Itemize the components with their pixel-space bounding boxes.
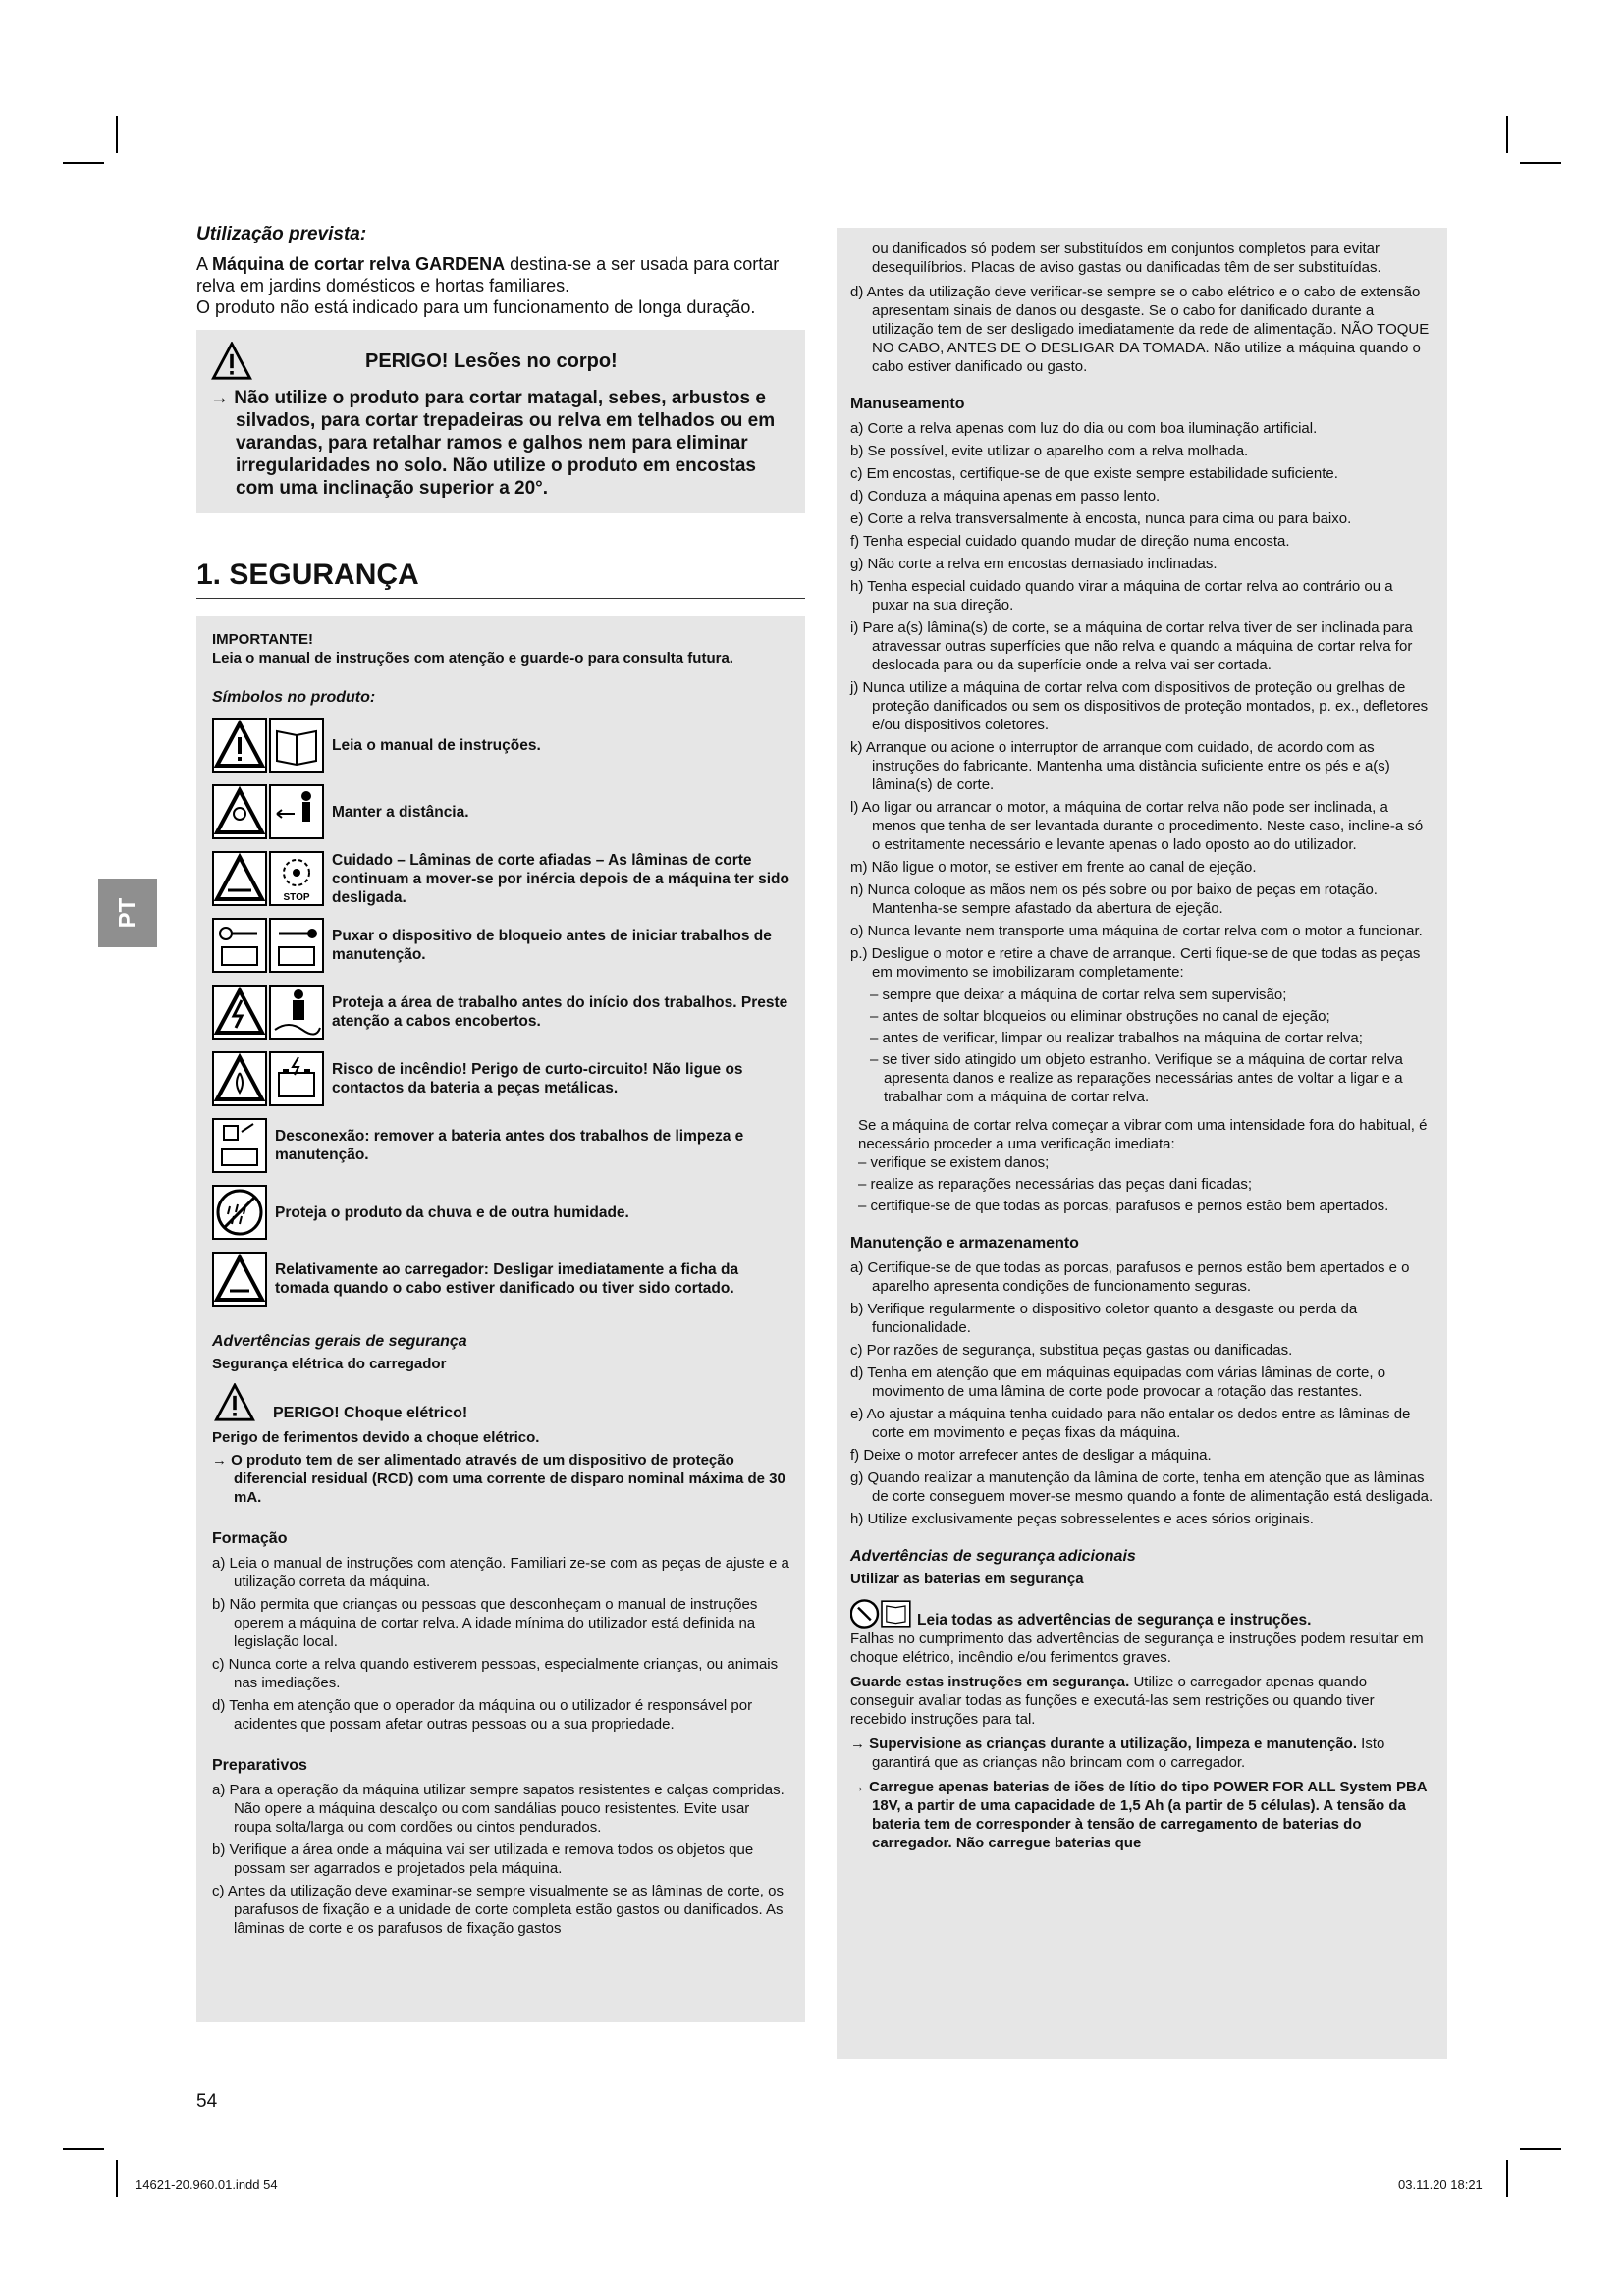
footer-date: 03.11.20 18:21 [1398,2177,1483,2192]
danger-label: PERIGO! Lesões no corpo! [365,349,618,372]
symbol-text: Desconexão: remover a bateria antes dos trabalhos de limpeza e manutenção. [275,1128,744,1163]
list-item: l) Ao ligar ou arrancar o motor, a máquina de cortar relva não pode ser inclinada, a menos que tenha de ser levantada durante o procedimento. Neste caso, incline-a só o estritamente necessário e levante apenas o lado oposto ao do utilizador. [850,799,1424,853]
symbol-text: Manter a distância. [332,803,469,821]
list-item: f) Deixe o motor arrefecer antes de desligar a máquina. [850,1447,1212,1464]
list-item: n) Nunca coloque as mãos nem os pés sobre ou por baixo de peças em rotação. Mantenha-se sempre afastado da abertura de ejeção. [850,881,1378,917]
symbol-row [212,1050,789,1107]
intended-use-p1: A Máquina de cortar relva GARDENA destina-se a ser usada para cortar relva em jardins domésticos e hortas familiares. [196,254,780,295]
dash-item: – certifique-se de que todas as porcas, parafusos e pernos estão bem apertados. [858,1198,1389,1214]
crop-mark [63,162,104,164]
crop-mark [1520,162,1561,164]
manuseamento-title: Manuseamento [850,396,965,412]
disconnect-icon [212,1118,267,1173]
crop-mark [116,2160,118,2197]
additional-title: Advertências de segurança adicionais [850,1548,1136,1565]
list-item: d) Antes da utilização deve verificar-se sempre se o cabo elétrico e o cabo de extensão apresentam sinais de danos ou desgaste. Se o cabo for danificado durante a utilização tem de ser desligado imediatamente da rede de alimentação. NÃO TOQUE NO CABO, ANTES DE O DESLIGAR DA TOMADA. Não utilize a máquina quando o cabo estiver danificado ou gasto. [850,284,1430,375]
list-item: d) Tenha em atenção que o operador da máquina ou o utilizador é responsável por acidentes que possam afetar outras pessoas ou a sua propriedade. [212,1697,753,1733]
preparativos-title: Preparativos [212,1757,307,1774]
left-column [196,224,805,2022]
electric-danger-text: → O produto tem de ser alimentado através de um dispositivo de proteção diferencial residual (RCD) com uma corrente de disparo nominal máxima de 30 mA. [212,1452,785,1506]
continued-text: ou danificados só podem ser substituídos em conjuntos completos para evitar desequilíbrios. Placas de aviso gastas ou danificadas têm de ser substituídas. [872,240,1381,276]
symbol-text: Leia o manual de instruções. [332,736,541,754]
list-item: a) Certifique-se de que todas as porcas, parafusos e pernos estão bem apertados e o aparelho apresenta condições de funcionamento seguras. [850,1259,1410,1295]
symbol-row [212,984,789,1041]
intended-use-title: Utilização prevista: [196,224,367,244]
electric-danger-label: PERIGO! Choque elétrico! [273,1405,468,1421]
dash-item: – realize as reparações necessárias das peças dani ficadas; [858,1176,1253,1193]
cables-icon [269,985,324,1040]
general-title: Advertências gerais de segurança [212,1333,467,1350]
read-instructions-icon [850,1598,913,1629]
symbols-title: Símbolos no produto: [212,689,376,706]
symbol-row [212,1184,789,1241]
supervise-text: → Supervisione as crianças durante a utilização, limpeza e manutenção. Isto garantirá que as crianças não brincam com o carregador. [850,1735,1385,1771]
list-item: b) Se possível, evite utilizar o aparelho com a relva molhada. [850,443,1249,459]
list-item: f) Tenha especial cuidado quando mudar de direção numa encosta. [850,533,1290,550]
maintenance-title: Manutenção e armazenamento [850,1235,1079,1252]
keep-distance-icon [269,784,324,839]
danger-box-injury [196,330,805,513]
list-item: p.) Desligue o motor e retire a chave de arranque. Certi fique-se de que todas as peças em movimento se imobilizaram completamente: [850,945,1421,981]
list-item: m) Não ligue o motor, se estiver em frente ao canal de ejeção. [850,859,1257,876]
symbol-row [212,717,789,774]
list-item: c) Em encostas, certifique-se de que existe sempre estabilidade suficiente. [850,465,1338,482]
symbol-text: Puxar o dispositivo de bloqueio antes de iniciar trabalhos de manutenção. [332,928,772,963]
formacao-title: Formação [212,1530,288,1547]
list-item: g) Não corte a relva em encostas demasiado inclinadas. [850,556,1218,572]
crop-mark [1520,2148,1561,2150]
footer-file: 14621-20.960.01.indd 54 [135,2177,278,2192]
additional-sub: Utilizar as baterias em segurança [850,1571,1084,1587]
language-tab: PT [98,879,157,947]
symbol-row [212,1251,789,1308]
safety-box [196,616,805,2022]
charge-text: → Carregue apenas baterias de iões de lítio do tipo POWER FOR ALL System PBA 18V, a partir de uma capacidade de 1,5 Ah (a partir de 5 células). A tensão da bateria tem de corresponder à tensão de carregamento de baterias do carregador. Não carregue baterias que [850,1779,1428,1851]
list-item: c) Antes da utilização deve examinar-se sempre visualmente se as lâminas de corte, os parafusos de fixação e a unidade de corte completa estão gastos ou danificados. As lâminas de corte e os parafusos de fixação gastos [212,1883,784,1937]
list-item: b) Não permita que crianças ou pessoas que desconheçam o manual de instruções operem a máquina de cortar relva. A idade mínima do utilizador está definida na legislação local. [212,1596,758,1650]
keep-text: Guarde estas instruções em segurança. Utilize o carregador apenas quando conseguir avaliar todas as funções e executá-las sem restrições ou quando tiver recebido instruções para tal. [850,1674,1375,1728]
electric-danger-sub: Perigo de ferimentos devido a choque elétrico. [212,1429,540,1446]
list-item: g) Quando realizar a manutenção da lâmina de corte, tenha em atenção que as lâminas de corte conseguem mover-se mesmo quando a fonte de alimentação está desligada. [850,1469,1434,1505]
list-item: a) Para a operação da máquina utilizar sempre sapatos resistentes e calças compridas. Não opere a máquina descalço ou com sandálias pouco resistentes. Evite usar roupa solta/larga ou com cordões ou cintos pendurados. [212,1782,785,1836]
list-item: h) Tenha especial cuidado quando virar a máquina de cortar relva ao contrário ou a puxar na sua direção. [850,578,1393,614]
rain-icon [212,1185,267,1240]
warning-triangle-icon [212,851,267,906]
list-item: e) Ao ajustar a máquina tenha cuidado para não entalar os dedos entre as lâminas de corte em movimento e peças fixas da máquina. [850,1406,1411,1441]
symbol-row [212,917,789,974]
symbol-text: Relativamente ao carregador: Desligar imediatamente a ficha da tomada quando o cabo estiver danificado ou tiver sido cortado. [275,1261,739,1297]
list-item: e) Corte a relva transversalmente à encosta, nunca para cima ou para baixo. [850,510,1352,527]
important-text: Leia o manual de instruções com atenção e guarde-o para consulta futura. [212,650,733,667]
svg-text:STOP: STOP [283,892,310,903]
dash-item: – verifique se existem danos; [858,1154,1050,1171]
general-sub: Segurança elétrica do carregador [212,1356,447,1372]
dash-item: – antes de verificar, limpar ou realizar trabalhos na máquina de cortar relva; [870,1030,1363,1046]
symbol-text: Proteja o produto da chuva e de outra humidade. [275,1203,629,1221]
warning-triangle-icon [212,718,267,773]
warning-triangle-icon [212,1383,257,1422]
read-manual-icon [269,718,324,773]
symbol-row [212,1117,789,1174]
list-item: d) Conduza a máquina apenas em passo lento. [850,488,1161,505]
list-item: o) Nunca levante nem transporte uma máquina de cortar relva com o motor a funcionar. [850,923,1423,939]
list-item: j) Nunca utilize a máquina de cortar relva com dispositivos de proteção ou grelhas de proteção danificados ou sem os dispositivos de proteção montados, p. ex., defletores e/ou dispositivos coletores. [850,679,1429,733]
list-item: d) Tenha em atenção que em máquinas equipadas com várias lâminas de corte, o movimento de uma lâmina de corte pode provocar a rotação das restantes. [850,1364,1386,1400]
list-item: c) Por razões de segurança, substitua peças gastas ou danificadas. [850,1342,1293,1359]
list-item: c) Nunca corte a relva quando estiverem pessoas, especialmente crianças, ou animais nas imediações. [212,1656,779,1691]
symbol-text: Proteja a área de trabalho antes do início dos trabalhos. Preste atenção a cabos encobertos. [332,994,788,1030]
warning-triangle-icon [210,342,253,381]
blades-stop-icon [269,851,324,906]
fire-battery-icon [269,1051,324,1106]
list-item: b) Verifique regularmente o dispositivo coletor quanto a desgaste ou perda da funcionalidade. [850,1301,1358,1336]
symbol-row [212,850,789,907]
right-column [837,228,1447,2059]
warning-triangle-icon [212,985,267,1040]
maintenance-icon [269,918,324,973]
vibration-text: Se a máquina de cortar relva começar a vibrar com uma intensidade fora do habitual, é necessário proceder a uma verificação imediata: [858,1117,1428,1152]
dash-item: – antes de soltar bloqueios ou eliminar obstruções no canal de ejeção; [870,1008,1330,1025]
list-item: a) Leia o manual de instruções com atenção. Familiari ze-se com as peças de ajuste e a utilização correta da máquina. [212,1555,789,1590]
failure-text: Falhas no cumprimento das advertências de segurança e instruções podem resultar em choque elétrico, incêndio e/ou ferimentos graves. [850,1630,1424,1666]
symbol-row [212,783,789,840]
intended-use-p2: O produto não está indicado para um funcionamento de longa duração. [196,297,756,317]
list-item: h) Utilize exclusivamente peças sobresselentes e aces sórios originais. [850,1511,1314,1527]
charger-plug-icon [212,1252,267,1307]
danger-text: → Não utilize o produto para cortar matagal, sebes, arbustos e silvados, para cortar trepadeiras ou relva em telhados ou em varandas, para retalhar ramos e galhos nem para eliminar irregularidades no solo. Não utilize o produto em encostas com uma inclinação superior a 20°. [210,388,776,499]
warning-triangle-icon [212,784,267,839]
symbol-text: Risco de incêndio! Perigo de curto-circuito! Não ligue os contactos da bateria a peças metálicas. [332,1061,743,1096]
section-title: 1. SEGURANÇA [196,559,805,599]
crop-mark [63,2148,104,2150]
list-item: b) Verifique a área onde a máquina vai ser utilizada e remova todos os objetos que possam ser agarrados e projetados pela máquina. [212,1842,754,1877]
dash-item: – sempre que deixar a máquina de cortar relva sem supervisão; [870,987,1287,1003]
warning-triangle-icon [212,1051,267,1106]
list-item: i) Pare a(s) lâmina(s) de corte, se a máquina de cortar relva tiver de ser inclinada para atravessar outras superfícies que não relva e quando a máquina de cortar relva for deslocada para ou da superfície onde a relva vai ser cortada. [850,619,1413,673]
safety-key-icon [212,918,267,973]
page-number: 54 [196,2091,218,2111]
read-all-text: Leia todas as advertências de segurança e instruções. [917,1612,1312,1629]
dash-item: – se tiver sido atingido um objeto estranho. Verifique se a máquina de cortar relva apresenta danos e realize as reparações necessárias antes de voltar a ligar e a trabalhar com a máquina de cortar relva. [870,1051,1403,1105]
symbol-text: Cuidado – Lâminas de corte afiadas – As lâminas de corte continuam a mover-se por inércia depois de a máquina ter sido desligada. [332,851,789,906]
crop-mark [1506,2160,1508,2197]
important-heading: IMPORTANTE! [212,631,314,648]
crop-mark [1506,116,1508,153]
list-item: k) Arranque ou acione o interruptor de arranque com cuidado, de acordo com as instruções do fabricante. Mantenha uma distância suficiente entre os pés e a(s) lâmina(s) de corte. [850,739,1390,793]
crop-mark [116,116,118,153]
list-item: a) Corte a relva apenas com luz do dia ou com boa iluminação artificial. [850,420,1318,437]
